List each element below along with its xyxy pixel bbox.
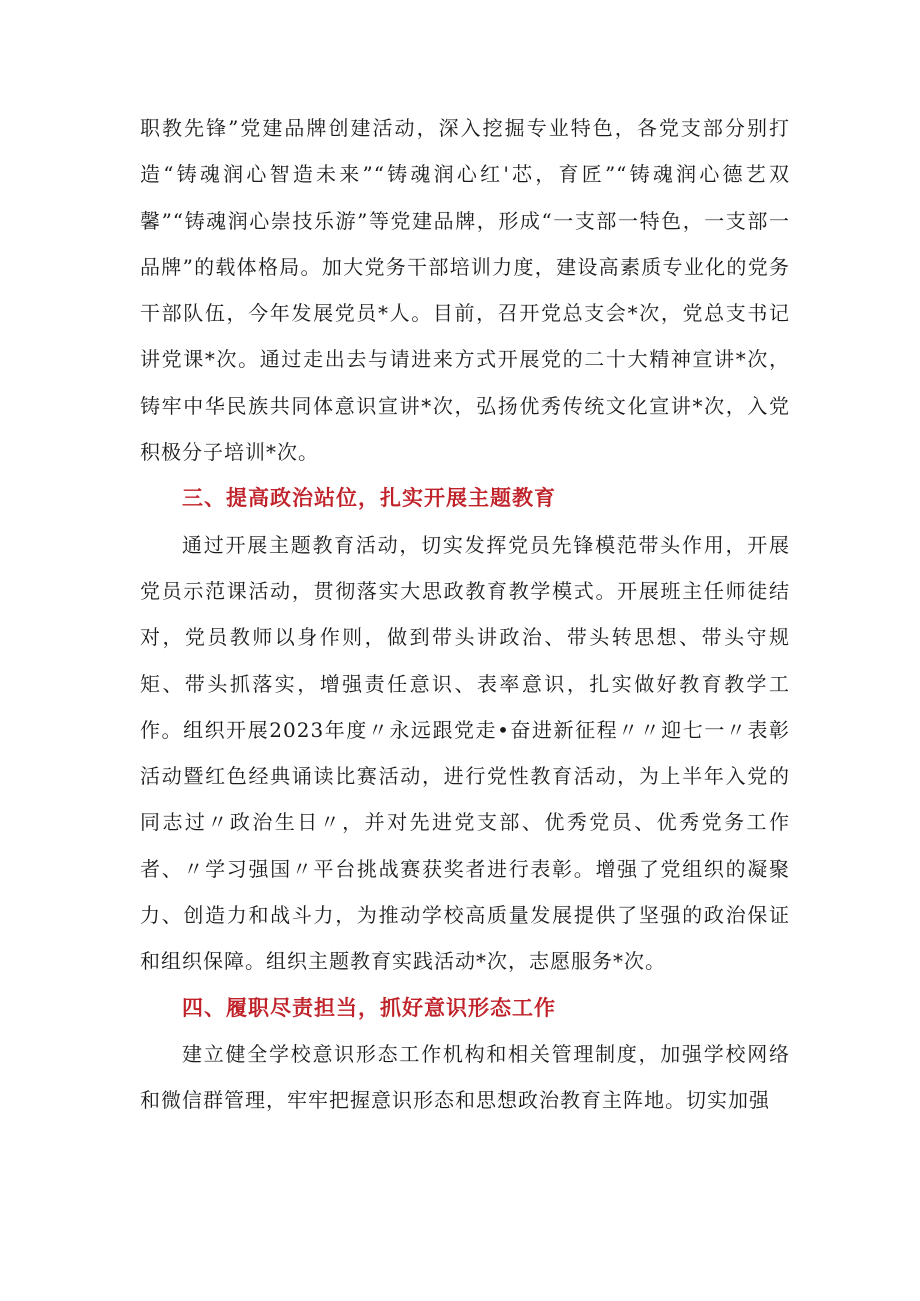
section-heading-3: 三、提高政治站位，扎实开展主题教育 [182, 486, 556, 511]
paragraph-section-4: 建立健全学校意识形态工作机构和相关管理制度，加强学校网络和微信群管理，牢牢把握意识形态和思想政治教育主阵地。切实加强 [140, 1041, 790, 1113]
paragraph-continued: 职教先锋”党建品牌创建活动，深入挖掘专业特色，各党支部分别打造“铸魂润心智造未来”“铸魂润心红'芯，育匠”“铸魂润心德艺双馨”“铸魂润心崇技乐游”等党建品牌，形成“一支部一特色，一支部一品牌”的载体格局。加大党务干部培训力度，建设高素质专业化的党务干部队伍，今年发展党员*人。目前，召开党总支会*次，党总支书记讲党课*次。通过走出去与请进来方式开展党的二十大精神宣讲*次，铸牢中华民族共同体意识宣讲*次，弘扬优秀传统文化宣讲*次，入党积极分子培训*次。 [140, 116, 790, 465]
document-body [140, 105, 790, 1124]
section-heading-4: 四、履职尽责担当，抓好意识形态工作 [182, 995, 556, 1020]
paragraph-section-3: 通过开展主题教育活动，切实发挥党员先锋模范带头作用，开展党员示范课活动，贯彻落实大思政教育教学模式。开展班主任师徒结对，党员教师以身作则，做到带头讲政治、带头转思想、带头守规矩、带头抓落实，增强责任意识、表率意识，扎实做好教育教学工作。组织开展2023年度〃永远跟党走•奋进新征程〃〃迎七一〃表彰活动暨红色经典诵读比赛活动，进行党性教育活动，为上半年入党的同志过〃政治生日〃，并对先进党支部、优秀党员、优秀党务工作者、〃学习强国〃平台挑战赛获奖者进行表彰。增强了党组织的凝聚力、创造力和战斗力，为推动学校高质量发展提供了坚强的政治保证和组织保障。组织主题教育实践活动*次，志愿服务*次。 [140, 532, 790, 974]
